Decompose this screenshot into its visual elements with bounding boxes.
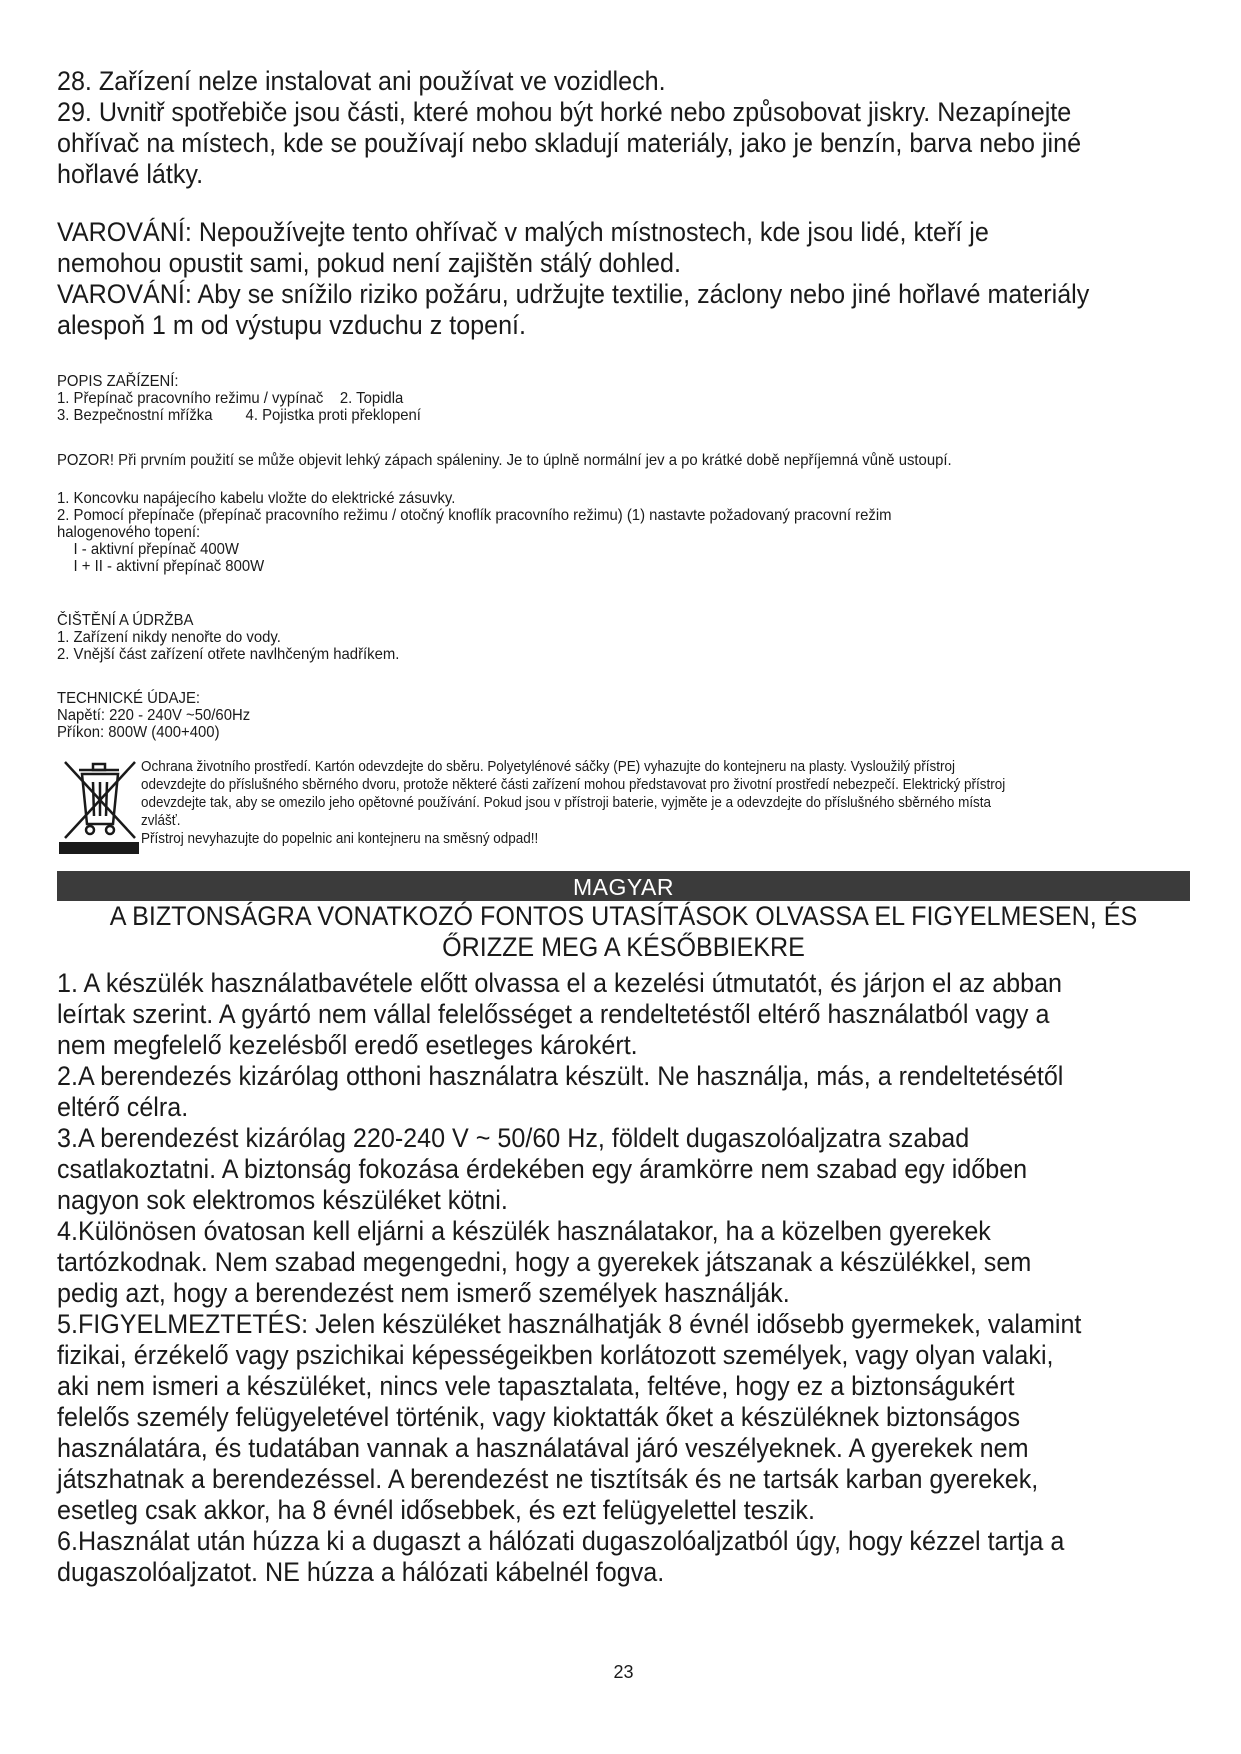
environment-line: Přístroj nevyhazujte do popelnic ani kontejneru na směsný odpad!! <box>141 831 539 847</box>
environment-line: zvlášť. <box>141 813 181 829</box>
description-line: 3. Bezpečnostní mřížka 4. Pojistka proti překlopení <box>57 407 421 424</box>
technical-data <box>57 690 1241 741</box>
hu-line: esetleg csak akkor, ha 8 évnél idősebbek, és ezt felügyelettel teszik. <box>57 1495 815 1525</box>
hu-line: felelős személy felügyeletével történik, vagy kioktatták őket a készüléknek biztonságos <box>57 1402 1021 1432</box>
cleaning-section <box>57 612 1241 663</box>
hu-line: 3.A berendezést kizárólag 220-240 V ~ 50/60 Hz, földelt dugaszolóaljzatra szabad <box>57 1123 970 1153</box>
cz-item-line: ohřívač na místech, kde se používají nebo skladují materiály, jako je benzín, barva nebo jiné <box>57 128 1082 158</box>
cleaning-line: 1. Zařízení nikdy nenořte do vody. <box>57 629 281 646</box>
usage-instructions <box>57 490 1241 575</box>
hu-line: tartózkodnak. Nem szabad megengedni, hogy a gyerekek játszanak a készülékkel, sem <box>57 1247 1032 1277</box>
technical-title: TECHNICKÉ ÚDAJE: <box>57 690 201 707</box>
environment-note <box>141 758 1241 848</box>
warning-line: nemohou opustit sami, pokud není zajištěn stálý dohled. <box>57 248 681 278</box>
hu-line: nagyon sok elektromos készüléket kötni. <box>57 1185 508 1215</box>
usage-line: I + II - aktivní přepínač 800W <box>57 558 265 575</box>
hu-title <box>57 901 1190 963</box>
warning-line: alespoň 1 m od výstupu vzduchu z topení. <box>57 310 527 340</box>
environment-line: odevzdejte tak, aby se omezilo jeho opětovné používání. Pokud jsou v přístroji baterie, vyjměte je a odevzdejte do příslušného sběrného místa <box>141 795 992 811</box>
hu-safety-instructions <box>57 968 1241 1588</box>
hu-line: eltérő célra. <box>57 1092 189 1122</box>
language-banner: MAGYAR <box>57 871 1190 901</box>
cz-item-line: 29. Uvnitř spotřebiče jsou části, které mohou být horké nebo způsobovat jiskry. Nezapínejte <box>57 97 1072 127</box>
hu-line: 2.A berendezés kizárólag otthoni használatra készült. Ne használja, más, a rendeltetésétől <box>57 1061 1064 1091</box>
technical-line: Napětí: 220 - 240V ~50/60Hz <box>57 707 251 724</box>
hu-line: használatára, és tudatában vannak a használatával járó veszélyeknek. A gyerekek nem <box>57 1433 1029 1463</box>
hu-line: 4.Különösen óvatosan kell eljárni a készülék használatakor, ha a közelben gyerekek <box>57 1216 991 1246</box>
hu-line: nem megfelelő kezelésből eredő esetleges károkért. <box>57 1030 638 1060</box>
hu-line: leírtak szerint. A gyártó nem vállal felelősséget a rendeltetéstől eltérő használatból vagy a <box>57 999 1050 1029</box>
caution-note <box>57 452 1241 469</box>
device-description <box>57 373 1241 424</box>
usage-line: I - aktivní přepínač 400W <box>57 541 239 558</box>
description-title: POPIS ZAŘÍZENÍ: <box>57 373 179 390</box>
hu-title-line: A BIZTONSÁGRA VONATKOZÓ FONTOS UTASÍTÁSOK OLVASSA EL FIGYELMESEN, ÉS <box>109 901 1138 931</box>
hu-line: aki nem ismeri a készüléket, nincs vele tapasztalata, feltéve, hogy ez a biztonságukért <box>57 1371 1015 1401</box>
cleaning-line: 2. Vnější část zařízení otřete navlhčeným hadříkem. <box>57 646 400 663</box>
description-line: 1. Přepínač pracovního režimu / vypínač 2. Topidla <box>57 390 404 407</box>
usage-line: 1. Koncovku napájecího kabelu vložte do elektrické zásuvky. <box>57 490 456 507</box>
page-number: 23 <box>613 1662 634 1682</box>
environment-line: Ochrana životního prostředí. Kartón odevzdejte do sběru. Polyetylénové sáčky (PE) vyhazujte do kontejneru na plasty. Vysloužilý přístroj <box>141 759 956 775</box>
hu-line: pedig azt, hogy a berendezést nem ismerő személyek használják. <box>57 1278 790 1308</box>
environment-line: odevzdejte do příslušného sběrného dvoru, protože některé části zařízení mohou představovat pro životní prostředí nebezpečí. Elektrický přístroj <box>141 777 1006 793</box>
hu-line: dugaszolóaljzatot. NE húzza a hálózati kábelnél fogva. <box>57 1557 665 1587</box>
weee-bin-icon <box>57 756 142 856</box>
cz-warnings <box>57 217 1241 341</box>
cleaning-title: ČIŠTĚNÍ A ÚDRŽBA <box>57 612 194 629</box>
hu-line: 6.Használat után húzza ki a dugaszt a hálózati dugaszolóaljzatból úgy, hogy kézzel tartja a <box>57 1526 1065 1556</box>
caution-text: POZOR! Při prvním použití se může objevit lehký zápach spáleniny. Je to úplně normální jev a po krátké době nepříjemná vůně ustoupí. <box>57 452 952 469</box>
hu-line: fizikai, érzékelő vagy pszichikai képességeikben korlátozott személyek, vagy olyan valaki, <box>57 1340 1054 1370</box>
hu-line: 5.FIGYELMEZTETÉS: Jelen készüléket használhatják 8 évnél idősebb gyermekek, valamint <box>57 1309 1082 1339</box>
hu-line: 1. A készülék használatbavétele előtt olvassa el a kezelési útmutatót, és járjon el az abban <box>57 968 1063 998</box>
weee-bar <box>59 842 139 854</box>
cz-item-line: 28. Zařízení nelze instalovat ani používat ve vozidlech. <box>57 66 666 96</box>
hu-line: csatlakoztatni. A biztonság fokozása érdekében egy áramkörre nem szabad egy időben <box>57 1154 1028 1184</box>
cz-item-line: hořlavé látky. <box>57 159 204 189</box>
usage-line: halogenového topení: <box>57 524 201 541</box>
usage-line: 2. Pomocí přepínače (přepínač pracovního režimu / otočný knoflík pracovního režimu) (1) nastavte požadovaný pracovní režim <box>57 507 892 524</box>
warning-line: VAROVÁNÍ: Aby se snížilo riziko požáru, udržujte textilie, záclony nebo jiné hořlavé materiály <box>57 279 1090 309</box>
hu-title-line: ŐRIZZE MEG A KÉSŐBBIEKRE <box>442 932 805 962</box>
hu-line: játszhatnak a berendezéssel. A berendezést ne tisztítsák és ne tartsák karban gyerekek, <box>57 1464 1039 1494</box>
cz-safety-items <box>57 66 1241 190</box>
technical-line: Příkon: 800W (400+400) <box>57 724 220 741</box>
warning-line: VAROVÁNÍ: Nepoužívejte tento ohřívač v malých místnostech, kde jsou lidé, kteří je <box>57 217 989 247</box>
